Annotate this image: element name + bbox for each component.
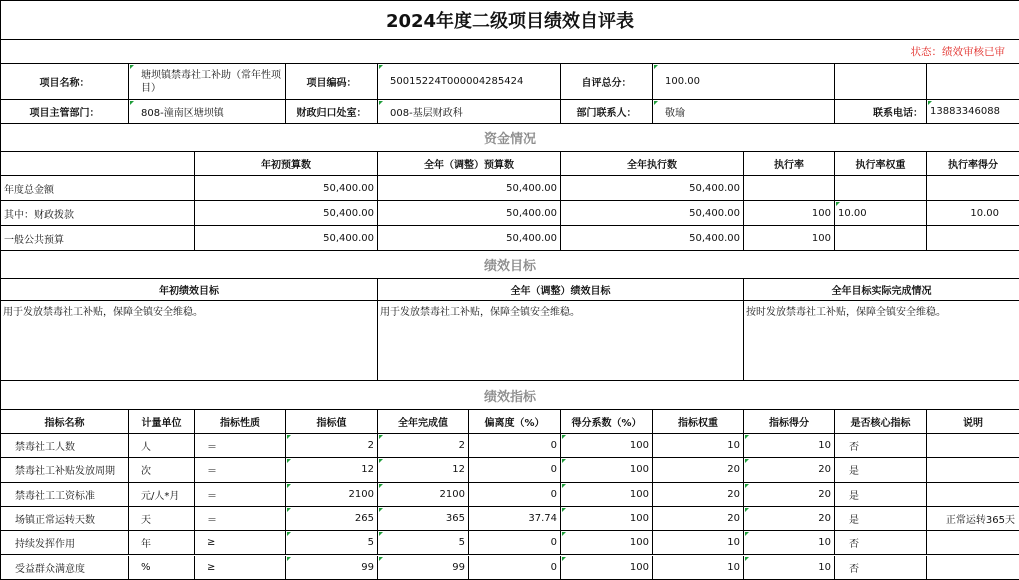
funds-header: 全年执行数 [561, 152, 744, 176]
indicator-unit: 年 [129, 531, 195, 555]
indicator-weight: 10 [653, 556, 744, 580]
goals-header: 年初绩效目标 [1, 279, 378, 301]
info-row-1 [1, 64, 1019, 100]
status-row [1, 40, 1019, 64]
funds-initial: 50,400.00 [195, 201, 378, 226]
indicator-done[interactable]: 2100 [378, 483, 469, 507]
info-row-2 [1, 100, 1019, 124]
empty-cell [835, 64, 927, 100]
page-title: 2024年度二级项目绩效自评表 [1, 0, 1019, 40]
indicator-score[interactable]: 10 [744, 556, 835, 580]
indicator-header: 指标得分 [744, 410, 835, 434]
indicator-nature: ＝ [195, 507, 286, 531]
dept-value[interactable]: 808-潼南区塘坝镇 [129, 100, 286, 124]
indicator-done[interactable]: 12 [378, 458, 469, 482]
indicator-unit: % [129, 556, 195, 580]
funds-initial: 50,400.00 [195, 176, 378, 201]
indicator-unit: 次 [129, 458, 195, 482]
funds-row [1, 201, 1019, 226]
indicator-row [1, 556, 1019, 580]
indicator-value[interactable]: 5 [286, 531, 378, 555]
dept-label: 项目主管部门： [1, 100, 129, 124]
indicator-header: 指标值 [286, 410, 378, 434]
title-row [1, 0, 1019, 40]
indicator-core: 是 [835, 458, 927, 482]
indicator-score[interactable]: 20 [744, 483, 835, 507]
phone-label: 联系电话： [835, 100, 927, 124]
funds-score: 10.00 [927, 201, 1019, 226]
funds-weight [835, 226, 927, 251]
project-code-label: 项目编码： [286, 64, 378, 100]
indicator-value[interactable]: 2100 [286, 483, 378, 507]
funds-section-row [1, 124, 1019, 152]
contact-value[interactable]: 敬瑜 [653, 100, 835, 124]
indicator-nature: ＝ [195, 483, 286, 507]
indicator-nature: ≥ [195, 531, 286, 555]
funds-rate: 100 [744, 226, 835, 251]
project-name-label: 项目名称： [1, 64, 129, 100]
indicator-unit: 天 [129, 507, 195, 531]
funds-initial: 50,400.00 [195, 226, 378, 251]
funds-row-name: 一般公共预算 [1, 226, 195, 251]
indicator-score[interactable]: 20 [744, 458, 835, 482]
funds-adjusted: 50,400.00 [378, 201, 561, 226]
indicator-score[interactable]: 10 [744, 434, 835, 458]
funds-header: 年初预算数 [195, 152, 378, 176]
indicator-nature: ＝ [195, 434, 286, 458]
indicator-value[interactable]: 12 [286, 458, 378, 482]
goal-adjusted-text[interactable]: 用于发放禁毒社工补贴，保障全镇安全维稳。 [378, 301, 744, 381]
indicator-deviation: 0 [469, 483, 561, 507]
indicators-header-row [1, 410, 1019, 434]
indicator-name: 受益群众满意度 [1, 556, 129, 580]
finance-value[interactable]: 008-基层财政科 [378, 100, 561, 124]
funds-executed: 50,400.00 [561, 176, 744, 201]
indicator-header: 指标性质 [195, 410, 286, 434]
funds-row [1, 176, 1019, 201]
indicator-coefficient[interactable]: 100 [561, 556, 653, 580]
indicator-core: 是 [835, 483, 927, 507]
indicator-name: 持续发挥作用 [1, 531, 129, 555]
indicator-note [927, 531, 1019, 555]
empty-cell [927, 64, 1019, 100]
funds-header-row [1, 152, 1019, 176]
funds-row-name: 其中：财政拨款 [1, 201, 195, 226]
indicator-header: 计量单位 [129, 410, 195, 434]
indicator-done[interactable]: 2 [378, 434, 469, 458]
indicator-deviation: 0 [469, 458, 561, 482]
indicator-core: 否 [835, 556, 927, 580]
funds-executed: 50,400.00 [561, 226, 744, 251]
indicator-header: 指标名称 [1, 410, 129, 434]
indicator-note: 正常运转365天 [927, 507, 1019, 531]
goals-section-title: 绩效目标 [1, 251, 1019, 279]
phone-value[interactable]: 13883346088 [927, 100, 1019, 124]
indicators-section-row [1, 381, 1019, 410]
indicator-value[interactable]: 2 [286, 434, 378, 458]
funds-rate [744, 176, 835, 201]
funds-weight[interactable]: 10.00 [835, 201, 927, 226]
score-label: 自评总分： [561, 64, 653, 100]
funds-rate: 100 [744, 201, 835, 226]
indicator-coefficient[interactable]: 100 [561, 531, 653, 555]
funds-adjusted: 50,400.00 [378, 176, 561, 201]
indicator-name: 场镇正常运转天数 [1, 507, 129, 531]
indicator-row [1, 507, 1019, 531]
indicator-unit: 元/人*月 [129, 483, 195, 507]
indicator-deviation: 0 [469, 434, 561, 458]
indicator-name: 禁毒社工人数 [1, 434, 129, 458]
indicator-row [1, 531, 1019, 555]
indicator-unit: 人 [129, 434, 195, 458]
indicator-header: 偏离度（%） [469, 410, 561, 434]
indicator-deviation: 0 [469, 556, 561, 580]
contact-label: 部门联系人： [561, 100, 653, 124]
indicator-deviation: 37.74 [469, 507, 561, 531]
indicator-header: 得分系数（%） [561, 410, 653, 434]
indicator-value[interactable]: 265 [286, 507, 378, 531]
indicator-name: 禁毒社工工资标准 [1, 483, 129, 507]
indicator-header: 说明 [927, 410, 1019, 434]
indicator-note [927, 483, 1019, 507]
indicator-weight: 20 [653, 458, 744, 482]
goals-header-row [1, 279, 1019, 301]
project-code-value[interactable]: 50015224T000004285424 [378, 64, 561, 100]
funds-header: 执行率得分 [927, 152, 1019, 176]
empty-cell [1, 152, 195, 176]
indicator-weight: 10 [653, 531, 744, 555]
funds-row [1, 226, 1019, 251]
indicator-weight: 20 [653, 483, 744, 507]
indicator-weight: 20 [653, 507, 744, 531]
funds-header: 全年（调整）预算数 [378, 152, 561, 176]
indicator-note [927, 434, 1019, 458]
indicator-score[interactable]: 10 [744, 531, 835, 555]
indicator-header: 是否核心指标 [835, 410, 927, 434]
indicator-nature: ≥ [195, 556, 286, 580]
indicator-row [1, 483, 1019, 507]
indicator-done[interactable]: 365 [378, 507, 469, 531]
indicator-header: 全年完成值 [378, 410, 469, 434]
indicator-done[interactable]: 99 [378, 556, 469, 580]
indicator-note [927, 556, 1019, 580]
indicator-deviation: 0 [469, 531, 561, 555]
funds-executed: 50,400.00 [561, 201, 744, 226]
indicator-core: 否 [835, 531, 927, 555]
indicator-row [1, 434, 1019, 458]
status-text: 状态：绩效审核已审 [1, 40, 1019, 64]
indicator-value[interactable]: 99 [286, 556, 378, 580]
funds-adjusted: 50,400.00 [378, 226, 561, 251]
indicator-done[interactable]: 5 [378, 531, 469, 555]
goal-initial-text[interactable]: 用于发放禁毒社工补贴，保障全镇安全维稳。 [1, 301, 378, 381]
goals-header: 全年目标实际完成情况 [744, 279, 1019, 301]
goals-section-row [1, 251, 1019, 279]
indicators-section-title: 绩效指标 [1, 381, 1019, 410]
score-value[interactable]: 100.00 [653, 64, 835, 100]
funds-section-title: 资金情况 [1, 124, 1019, 152]
goals-text-row [1, 301, 1019, 381]
funds-score [927, 176, 1019, 201]
finance-label: 财政归口处室： [286, 100, 378, 124]
indicator-row [1, 458, 1019, 482]
indicator-coefficient[interactable]: 100 [561, 483, 653, 507]
funds-header: 执行率权重 [835, 152, 927, 176]
indicator-note [927, 458, 1019, 482]
funds-weight [835, 176, 927, 201]
indicator-coefficient[interactable]: 100 [561, 434, 653, 458]
goals-header: 全年（调整）绩效目标 [378, 279, 744, 301]
indicator-name: 禁毒社工补贴发放周期 [1, 458, 129, 482]
indicator-score[interactable]: 20 [744, 507, 835, 531]
indicator-coefficient[interactable]: 100 [561, 458, 653, 482]
indicator-core: 是 [835, 507, 927, 531]
funds-header: 执行率 [744, 152, 835, 176]
indicator-header: 指标权重 [653, 410, 744, 434]
indicator-nature: ＝ [195, 458, 286, 482]
indicator-coefficient[interactable]: 100 [561, 507, 653, 531]
project-name-value[interactable]: 塘坝镇禁毒社工补助（常年性项目） [129, 64, 286, 100]
indicator-weight: 10 [653, 434, 744, 458]
funds-row-name: 年度总金额 [1, 176, 195, 201]
funds-score [927, 226, 1019, 251]
indicator-core: 否 [835, 434, 927, 458]
goal-actual-text[interactable]: 按时发放禁毒社工补贴，保障全镇安全维稳。 [744, 301, 1019, 381]
